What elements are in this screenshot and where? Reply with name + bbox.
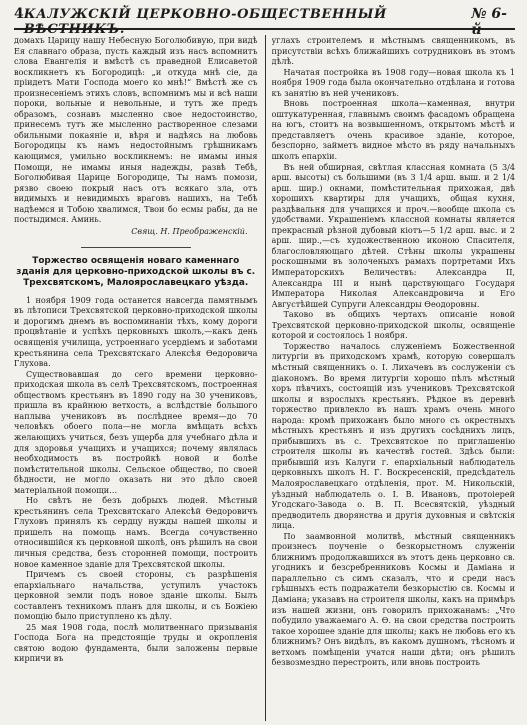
article-paragraph: По заамвонной молитвѣ, мѣстный священникъ произнесъ поученіе о безкорыстномъ служеніи ближнимъ продолжавшихся въ этотъ день церковно св. угодникъ и безсребренниковъ Космы и Даміана и параллельно съ симъ сказалъ, что и среди насъ грѣшныхъ есть подражатели безкорыстію св. Космы и Даміана; указавъ на строителя школы, какъ на примѣръ изъ нашей жизни, онъ говорилъ прихожанамъ: „Что побудило уважаемаго А. Ѳ. на свои средства построить такое хорошее зданіе для школы; какъ не любовь его къ ближнимъ? Онъ видѣлъ, въ какомъ душномъ, тѣсномъ и ветхомъ помѣщеніи учатся наши дѣти; онъ рѣшилъ безвозмездно перестроить, или вновь построить: [271, 530, 515, 668]
article-paragraph: углахъ строителемъ и мѣстнымъ священникомъ, въ присутствіи всѣхъ ближайшихъ сотрудниковъ въ этомъ дѣлѣ.: [271, 35, 515, 67]
article-paragraph: Начатая постройка въ 1908 году—новая школа къ 1 ноября 1909 года была окончательно отдѣлана и готова къ занятію въ ней учениковъ.: [271, 66, 515, 98]
two-column-body: [14, 35, 515, 725]
article-paragraph: 25 мая 1908 года, послѣ молитвеннаго призыванія Господа Бога на предстоящіе труды и окропленія святою водою фундамента, были заложены первые кирпичи въ: [14, 621, 258, 664]
article-paragraph: Въ ней обширная, свѣтлая классная комната (5 3/4 арш. высоты) съ большими (въ 3 1/4 арш. выш. и 2 1/4 арш. шир.) окнами, помѣстительная прихожая, двѣ хорошихъ квартиры для учащихъ, общая кухня, раздѣвальня для учащихся и проч.—вообще школа съ удобствами. Украшеніемъ классной комнаты является прекрасный рѣзной дубовый кіотъ—5 1/2 арш. выс. и 2 арш. шир.,—съ художественною иконою Спасителя, благословляющаго дѣтей. Стѣны школы украшены роскошными въ золоченыхъ рамахъ портретами Ихъ Императорскихъ Величествъ: Александра II, Александра III и нынѣ царствующаго Государя Императора Николая Александровича и Его Августѣйшей Супруги Александры Ѳеодоровны.: [271, 161, 515, 309]
right-column: [272, 35, 516, 725]
issue-number: № 6-й: [471, 6, 507, 38]
article-title: Торжество освященія новаго каменнаго зданія для церковно-приходской школы въ с. Трехсвятскомъ, Малоярославецкаго уѣзда.: [16, 255, 256, 288]
article-paragraph: Существовавшая до сего времени церковно-приходская школа въ селѣ Трехсвятскомъ, построенная обществомъ крестьянъ въ 1890 году на 30 учениковъ, пришла въ крайнюю ветхость, а вслѣдствіе большого наплыва учениковъ въ послѣднее время—до 70 человѣкъ обоего пола—не могла вмѣщать всѣхъ желающихъ учиться, безъ ущерба для учебнаго дѣла и для здоровья учащихъ и учащихся; почему являлась необходимость въ постройкѣ новой и болѣе помѣстительной школы. Сельское общество, по своей бѣдности, не могло оказать ни это дѣло своей матеріальной помощи…: [14, 368, 258, 495]
article-paragraph: Но свѣтъ не безъ добрыхъ людей. Мѣстный крестьянинъ села Трехсвятскаго Алексѣй Ѳедоровичъ Глуховъ принялъ къ сердцу нужды нашей школы и пришелъ на помощь намъ. Всегда сочувственно относившійся къ церковной школѣ, онъ рѣшилъ на свои личныя средства, безъ сторонней помощи, построить новое каменное зданіе для Трехсвятской школы.: [14, 495, 258, 569]
page-header: [14, 6, 515, 38]
article-paragraph: Торжество началось служеніемъ Божественной литургіи въ приходскомъ храмѣ, которую совершалъ мѣстный священникъ о. І. Лихачевъ въ сослуженіи съ діакономъ. Во время литургіи хорошо пѣлъ мѣстный хоръ пѣвчихъ, состоящій изъ учениковъ Трехсвятской школы и взрослыхъ крестьянъ. Рѣдкое въ деревнѣ торжество привлекло въ нашъ храмъ очень много народа: кромѣ прихожанъ было много съ окрестныхъ мѣстныхъ крестьянъ и изъ другихъ сосѣднихъ лицъ, прибывшихъ въ с. Трехсвятское по приглашенію строителя школы въ качествѣ гостей. Здѣсь были: прибывшій изъ Калуги г. епархіальный наблюдатель церковныхъ школъ Н. Г. Воскресенскій, предсѣдатель Малоярославецкаго отдѣленія, прот. М. Никольскій, уѣздный наблюдатель о. І. В. Ивановъ, протоіерей Угодскаго-Завода о. В. П. Всесвятскій, уѣздный предводитель дворянства и другія духовныя и свѣтскія лица.: [271, 340, 515, 531]
journal-title: КАЛУЖСКІЙ ЦЕРКОВНО-ОБЩЕСТВЕННЫЙ ВѢСТНИКЪ.: [23, 7, 387, 37]
page-number: 4: [14, 6, 24, 22]
signature: Свящ. Н. Преображенскій.: [131, 226, 248, 236]
prayer-text: домахъ Царицу нашу Небесную Боголюбивую, при видѣ Ея славнаго образа, пусть каждый изъ насъ вспомнитъ слова Евангелія и вмѣстѣ съ праведной Елисаветой воскликнетъ къ Богородицѣ: „и откуда мнѣ сіе, да пріидетъ Мати Господа моего ко мнѣ!“ Вмѣстѣ же съ произнесеніемъ этихъ словъ, вспомнимъ мы и всѣ наши пороки, вольные и невольные, и тутъ же предъ образомъ, сознавъ мысленно свое недостоинство, принесемъ тутъ же мысленно растворенное слезами обильными покаяніе и, вѣря и надѣясь на любовь Богородицы къ намъ недостойнымъ грѣшникамъ кающимся, умильно воскликнемъ: не имамы иныя Помощи, не имамы иныя надежды, развѣ Тебѣ, Боголюбивая Царице Богородице, Ты намъ помози, рязво своею покрый насъ отъ всякаго зла, отъ видимыхъ и невидимыхъ враговъ нашихъ, на Тебѣ надѣемся и Тобою хвалимся, Твои бо есмы рабы, да не постыдимся. Аминь.: [14, 35, 258, 225]
article-paragraph: Вновь построенная школа—каменная, внутри оштукатуренная, главнымъ своимъ фасадомъ обращена на югъ, стоитъ на возвышенномъ, открытомъ мѣстѣ и представляетъ очень красивое зданіе, которое, безспорно, займетъ видное мѣсто въ ряду начальныхъ школъ епархіи.: [271, 98, 515, 162]
column-divider: [265, 35, 266, 721]
article-paragraph: Таково въ общихъ чертахъ описаніе новой Трехсвятской церковно-приходской школы, освященіе которой и состоялось 1 ноября.: [271, 309, 515, 341]
left-column: [14, 35, 258, 725]
article-paragraph: Причемъ съ своей стороны, съ разрѣшенія епархіальнаго начальства, уступилъ участокъ церковной земли подъ новое зданіе школы. Былъ составленъ техникомъ планъ для школы, и съ Божіею помощію было приступлено къ дѣлу.: [14, 569, 258, 622]
article-paragraph: 1 ноября 1909 года останется навсегда памятнымъ въ лѣтописи Трехсвятской церковно-приходской школы и дорогимъ днемъ въ воспоминаніи тѣхъ, кому дороги процвѣтаніе и успѣхъ церковныхъ школъ,—какъ день освященія училища, устроеннаго усердіемъ и заботами крестьянина села Трехсвятскаго Алексѣя Ѳедоровича Глухова.: [14, 294, 258, 369]
article-separator: [81, 247, 191, 248]
